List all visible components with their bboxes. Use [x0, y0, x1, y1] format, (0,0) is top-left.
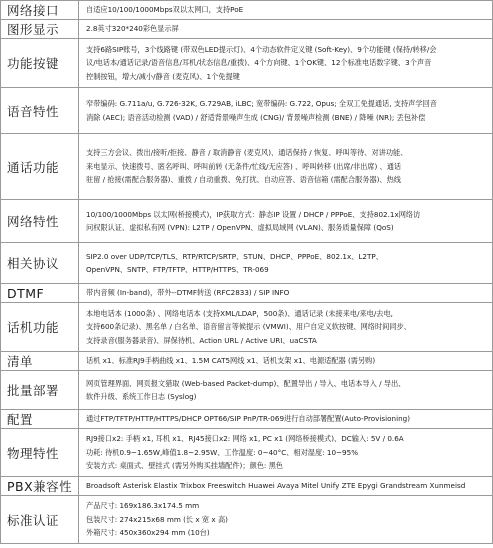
spec-value-line: 话机 x1、标准RJ9手柄曲线 x1、1.5M CAT5网线 x1、话机支架 x1、电源适配器 (需另购): [86, 356, 376, 366]
spec-label: 功能按键: [1, 39, 79, 88]
spec-value: [79, 429, 493, 477]
spec-value-line: Broadsoft Asterisk Elastix Trixbox Freeswitch Huawei Avaya Mitel Unify ZTE Epygi Grandstream Xunmeisd: [86, 481, 466, 491]
spec-value-line: 通过FTP/TFTP/HTTP/HTTPS/DHCP OPT66/SIP PnP/TR-069进行自动部署配置(Auto-Provisioning): [86, 414, 411, 424]
spec-label: 网络接口: [1, 1, 79, 20]
spec-value-line: 10/100/1000Mbps 以太网(桥接模式)，IP获取方式：静态IP 设置 / DHCP / PPPoE、支持802.1x网络访: [86, 209, 421, 219]
spec-row-physical: [1, 429, 493, 477]
spec-label: 标准认证: [1, 496, 79, 544]
spec-value-line: 软件升级、系统工作日志 (Syslog): [86, 392, 197, 401]
spec-label: 批量部署: [1, 371, 79, 410]
spec-label: 配置: [1, 410, 79, 429]
spec-value-line: 议/电话本/通话记录/语音信息/耳机/状态信息/重拨)、4个方向键、1个OK键、12个标准电话数字键、3个声音: [86, 58, 432, 68]
spec-row-phone-features: [1, 303, 493, 352]
spec-label: 话机功能: [1, 303, 79, 352]
spec-label: 语音特性: [1, 88, 79, 134]
spec-row-dtmf: [1, 284, 493, 303]
spec-row-certification: [1, 496, 493, 544]
spec-label: DTMF: [1, 284, 79, 303]
spec-row-configuration: [1, 410, 493, 429]
spec-row-display: [1, 20, 493, 39]
spec-row-package-list: [1, 352, 493, 371]
spec-label: 相关协议: [1, 243, 79, 284]
spec-row-network-interface: [1, 1, 493, 20]
spec-value: [79, 200, 493, 243]
spec-row-batch-deployment: [1, 371, 493, 410]
spec-value-line: 窄带编码: G.711a/u, G.726-32K, G.729AB, iLBC; 宽带编码: G.722, Opus; 全双工免提通话, 支持声学回音: [86, 99, 437, 108]
spec-value: [79, 1, 493, 20]
spec-value: [79, 496, 493, 544]
spec-value-line: 外箱尺寸: 450x360x294 mm (10台): [86, 528, 210, 538]
spec-value-line: 安装方式: 桌面式、壁挂式 (需另外购买挂墙配件)；颜色: 黑色: [86, 461, 283, 471]
spec-value: [79, 20, 493, 39]
spec-row-pbx-compatibility: [1, 477, 493, 496]
spec-value-line: 支持600条记录)、黑名单 / 白名单、语音留言等候提示 (VMWI)、用户自定义软按键、网络时间同步、: [86, 322, 411, 332]
spec-value: [79, 88, 493, 134]
spec-row-protocols: [1, 243, 493, 284]
spec-label: PBX兼容性: [1, 477, 79, 496]
spec-row-voice-features: [1, 88, 493, 134]
spec-value: [79, 243, 493, 284]
spec-value-line: 问权限认证、虚拟私有网 (VPN): L2TP / OpenVPN、虚拟局域网 (VLAN)、服务质量保障 (QoS): [86, 223, 394, 232]
spec-value-line: 驻留 / 抢接(需配合服务器)、重拨 / 自动重拨、免打扰、自动应答、语音信箱 (需配合服务器)、热线: [86, 175, 401, 185]
spec-label: 清单: [1, 352, 79, 371]
spec-row-function-keys: [1, 39, 493, 88]
spec-value-line: 网页管理界面、网页报文猎取 (Web-based Packet-dump)、配置导出 / 导入、电话本导入 / 导出、: [86, 378, 406, 388]
spec-value-line: 本地电话本 (1000条) 、网络电话本 (支持XML/LDAP，500条)、通话记录 (未接来电/来电/去电,: [86, 308, 393, 318]
spec-value-line: 支持录音(服务器录音)、屏保待机、Action URL / Active URI、uaCSTA: [86, 335, 317, 345]
spec-label: 通话功能: [1, 134, 79, 200]
spec-row-network-features: [1, 200, 493, 243]
spec-value-line: RJ9接口x2: 手柄 x1, 耳机 x1、RJ45接口x2: 网络 x1, PC x1 (网络桥接模式)、DC输入: 5V / 0.6A: [86, 434, 404, 444]
spec-value-line: OpenVPN、SNTP、FTP/TFTP、HTTP/HTTPS、TR-069: [86, 265, 269, 274]
spec-value-line: 支持三方会议、拨出/接听/拒接、静音 / 取消静音 (麦克风)、通话保持 / 恢复、呼叫等待、对讲功能、: [86, 148, 408, 158]
spec-value-line: 包装尺寸: 274x215x68 mm (长 x 宽 x 高): [86, 514, 228, 524]
spec-row-call-features: [1, 134, 493, 200]
spec-value: [79, 134, 493, 200]
spec-value-line: SIP2.0 over UDP/TCP/TLS、RTP/RTCP/SRTP、STUN、DHCP、PPPoE、802.1x、L2TP、: [86, 251, 383, 261]
spec-value-line: 控制按钮，增大/减小/静音 (麦克风)、1个免提键: [86, 71, 240, 81]
spec-value-line: 产品尺寸: 169x186.3x174.5 mm: [86, 501, 200, 511]
spec-value: [79, 371, 493, 410]
spec-value: [79, 410, 493, 429]
spec-label: 图形显示: [1, 20, 79, 39]
spec-value: [79, 303, 493, 352]
spec-value: [79, 352, 493, 371]
spec-value: [79, 477, 493, 496]
spec-value-line: 带内音频 (In-band)，带外--DTMF转送 (RFC2833) / SIP INFO: [86, 288, 290, 298]
spec-value: [79, 39, 493, 88]
spec-value-line: 功耗: 待机0.9~1.65W,峰值1.8~2.95W、工作温度: 0~40°C、相对湿度: 10~95%: [86, 447, 359, 457]
spec-value-line: 支持6路SIP账号，3个线路键 (带双色LED提示灯)、4个动态软件定义键 (Soft-Key)、9个功能键 (保持/转移/会: [86, 44, 437, 54]
spec-value-line: 消除 (AEC); 语音活动检测 (VAD) / 舒适背景噪声生成 (CNG)/ 背景噪声检测 (BNE) / 降噪 (NR); 丢包补偿: [86, 112, 426, 122]
spec-label: 物理特性: [1, 429, 79, 477]
spec-value-line: 自适应10/100/1000Mbps双以太网口，支持PoE: [86, 5, 244, 15]
spec-label: 网络特性: [1, 200, 79, 243]
spec-value-line: 2.8英寸320*240彩色显示屏: [86, 24, 179, 34]
spec-value-line: 来电显示、快速拨号、匿名呼叫、呼叫前转 (无条件/忙线/无应答) 、呼叫转移 (出席/非出席) 、通话: [86, 161, 402, 171]
spec-value: [79, 284, 493, 303]
